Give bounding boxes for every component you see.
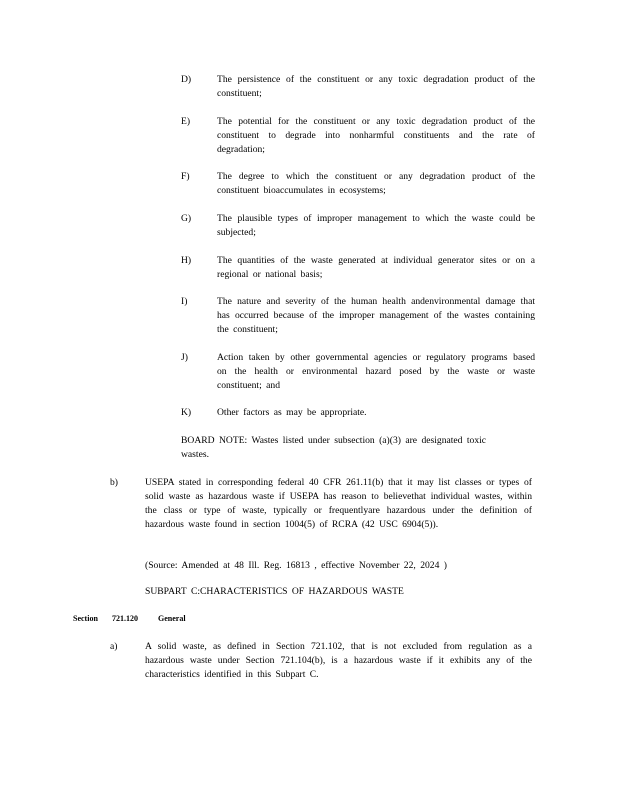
- item-f-label: F): [181, 171, 190, 182]
- item-j-text: Action taken by other governmental agencies or regulatory programs based on the health or environmental hazard posed by the waste or waste constituent; and: [217, 352, 535, 391]
- item-d-text: The persistence of the constituent or any toxic degradation product of the constituent;: [217, 74, 535, 99]
- item-e-label: E): [181, 116, 191, 127]
- item-g-label: G): [181, 213, 192, 224]
- subpart-heading: SUBPART C:CHARACTERISTICS OF HAZARDOUS WASTE: [145, 586, 404, 597]
- para-a-text: A solid waste, as defined in Section 721.102, that is not excluded from regulation as a hazardous waste under Section 721.104(b), is a hazardous waste if it exhibits any of the characteristics identified in this Subpart C.: [145, 641, 532, 680]
- para-b-text: USEPA stated in corresponding federal 40 CFR 261.11(b) that it may list classes or types of solid waste as hazardous waste if USEPA has reason to believethat individual wastes, within the class or type of waste, typically or frequentlyare hazardous under the definition of hazardous waste found in section 1004(5) of RCRA (42 USC 6904(5)).: [145, 477, 532, 530]
- para-a-label: a): [110, 641, 118, 652]
- source-note: (Source: Amended at 48 Ill. Reg. 16813 , effective November 22, 2024 ): [145, 560, 447, 571]
- item-e-text: The potential for the constituent or any toxic degradation product of the constituent to degrade into nonharmful constituents and the rate of degradation;: [217, 116, 535, 155]
- item-i-label: I): [181, 296, 188, 307]
- item-k-text: Other factors as may be appropriate.: [217, 407, 367, 418]
- board-note: BOARD NOTE: Wastes listed under subsection (a)(3) are designated toxic wastes.: [181, 435, 487, 460]
- para-b-label: b): [110, 477, 118, 488]
- section-number: 721.120: [112, 614, 138, 623]
- item-j-label: J): [181, 352, 188, 363]
- item-g-text: The plausible types of improper management to which the waste could be subjected;: [217, 213, 535, 238]
- section-word: Section: [73, 614, 98, 623]
- item-h-text: The quantities of the waste generated at individual generator sites or on a regional or national basis;: [217, 255, 535, 280]
- section-title: General: [158, 614, 186, 623]
- item-d-label: D): [181, 74, 192, 85]
- item-k-label: K): [181, 407, 192, 418]
- item-i-text: The nature and severity of the human health andenvironmental damage that has occurred because of the improper management of the wastes containing the constituent;: [217, 296, 535, 335]
- item-f-text: The degree to which the constituent or any degradation product of the constituent bioaccumulates in ecosystems;: [217, 171, 535, 196]
- item-h-label: H): [181, 255, 192, 266]
